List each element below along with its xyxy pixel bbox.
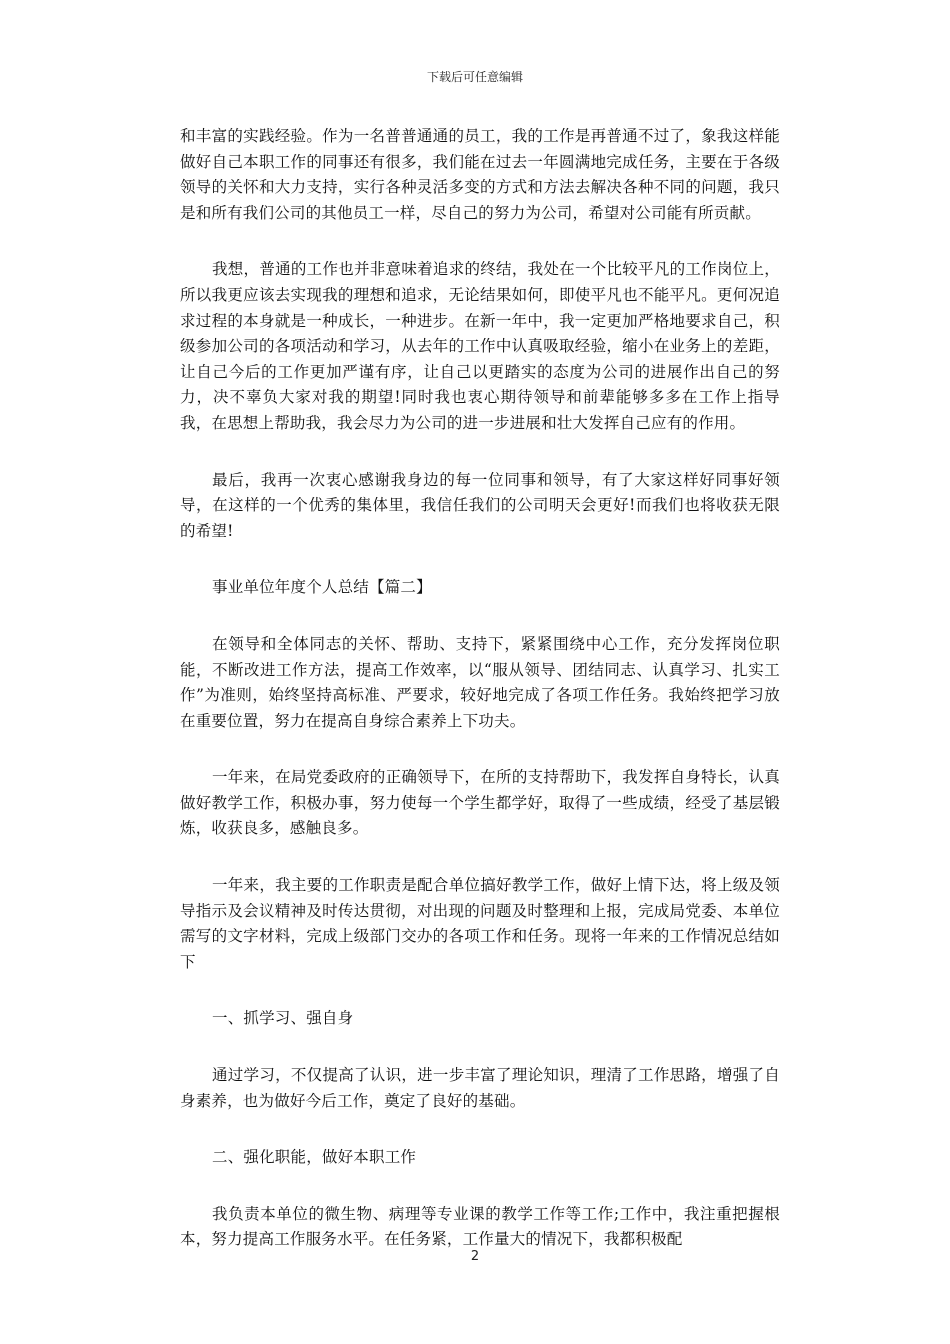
paragraph: 我想，普通的工作也并非意味着追求的终结，我处在一个比较平凡的工作岗位上，所以我更应该去实现我的理想和追求，无论结果如何，即使平凡也不能平凡。更何况追求过程的本身就是一种成长，一种进步。在新一年中，我一定更加严格地要求自己，积级参加公司的各项活动和学习，从去年的工作中认真吸取经验，缩小在业务上的差距，让自己今后的工作更加严谨有序，让自己以更踏实的态度为公司的进展作出自己的努力，决不辜负大家对我的期望!同时我也衷心期待领导和前辈能够多多在工作上指导我，在思想上帮助我，我会尽力为公司的进一步进展和壮大发挥自己应有的作用。 [180, 260, 780, 432]
paragraph: 和丰富的实践经验。作为一名普普通通的员工，我的工作是再普通不过了，象我这样能做好自己本职工作的同事还有很多，我们能在过去一年圆满地完成任务，主要在于各级领导的关怀和大力支持，实行各种灵活多变的方式和方法去解决各种不同的问题，我只是和所有我们公司的其他员工一样，尽自己的努力为公司，希望对公司能有所贡献。 [180, 127, 780, 222]
page-header: 下载后可任意编辑 [426, 70, 523, 84]
paragraph: 通过学习，不仅提高了认识，进一步丰富了理论知识，理清了工作思路，增强了自身素养，也为做好今后工作，奠定了良好的基础。 [180, 1066, 780, 1110]
paragraph: 最后，我再一次衷心感谢我身边的每一位同事和领导，有了大家这样好同事好领导，在这样的一个优秀的集体里，我信任我们的公司明天会更好!而我们也将收获无限的希望! [180, 470, 780, 540]
paragraph: 我负责本单位的微生物、病理等专业课的教学工作等工作;工作中，我注重把握根本，努力提高工作服务水平。在任务紧，工作量大的情况下，我都积极配 [180, 1204, 780, 1249]
document-body [180, 124, 780, 1284]
paragraph: 在领导和全体同志的关怀、帮助、支持下，紧紧围绕中心工作，充分发挥岗位职能，不断改进工作方法，提高工作效率，以“服从领导、团结同志、认真学习、扎实工作”为准则，始终坚持高标准、严要求，较好地完成了各项工作任务。我始终把学习放在重要位置，努力在提高自身综合素养上下功夫。 [180, 634, 780, 730]
section-title: 事业单位年度个人总结【篇二】 [212, 578, 432, 597]
page-number: 2 [470, 1249, 480, 1264]
paragraph: 一年来，我主要的工作职责是配合单位搞好教学工作，做好上情下达，将上级及领导指示及会议精神及时传达贯彻，对出现的问题及时整理和上报，完成局党委、本单位需写的文字材料，完成上级部门交办的各项工作和任务。现将一年来的工作情况总结如下 [180, 876, 780, 971]
section-heading: 二、强化职能，做好本职工作 [212, 1148, 417, 1167]
paragraph: 一年来，在局党委政府的正确领导下，在所的支持帮助下，我发挥自身特长，认真做好教学工作，积极办事，努力使每一个学生都学好，取得了一些成绩，经受了基层锻炼，收获良多，感触良多。 [180, 768, 780, 838]
section-heading: 一、抓学习、强自身 [212, 1009, 354, 1028]
